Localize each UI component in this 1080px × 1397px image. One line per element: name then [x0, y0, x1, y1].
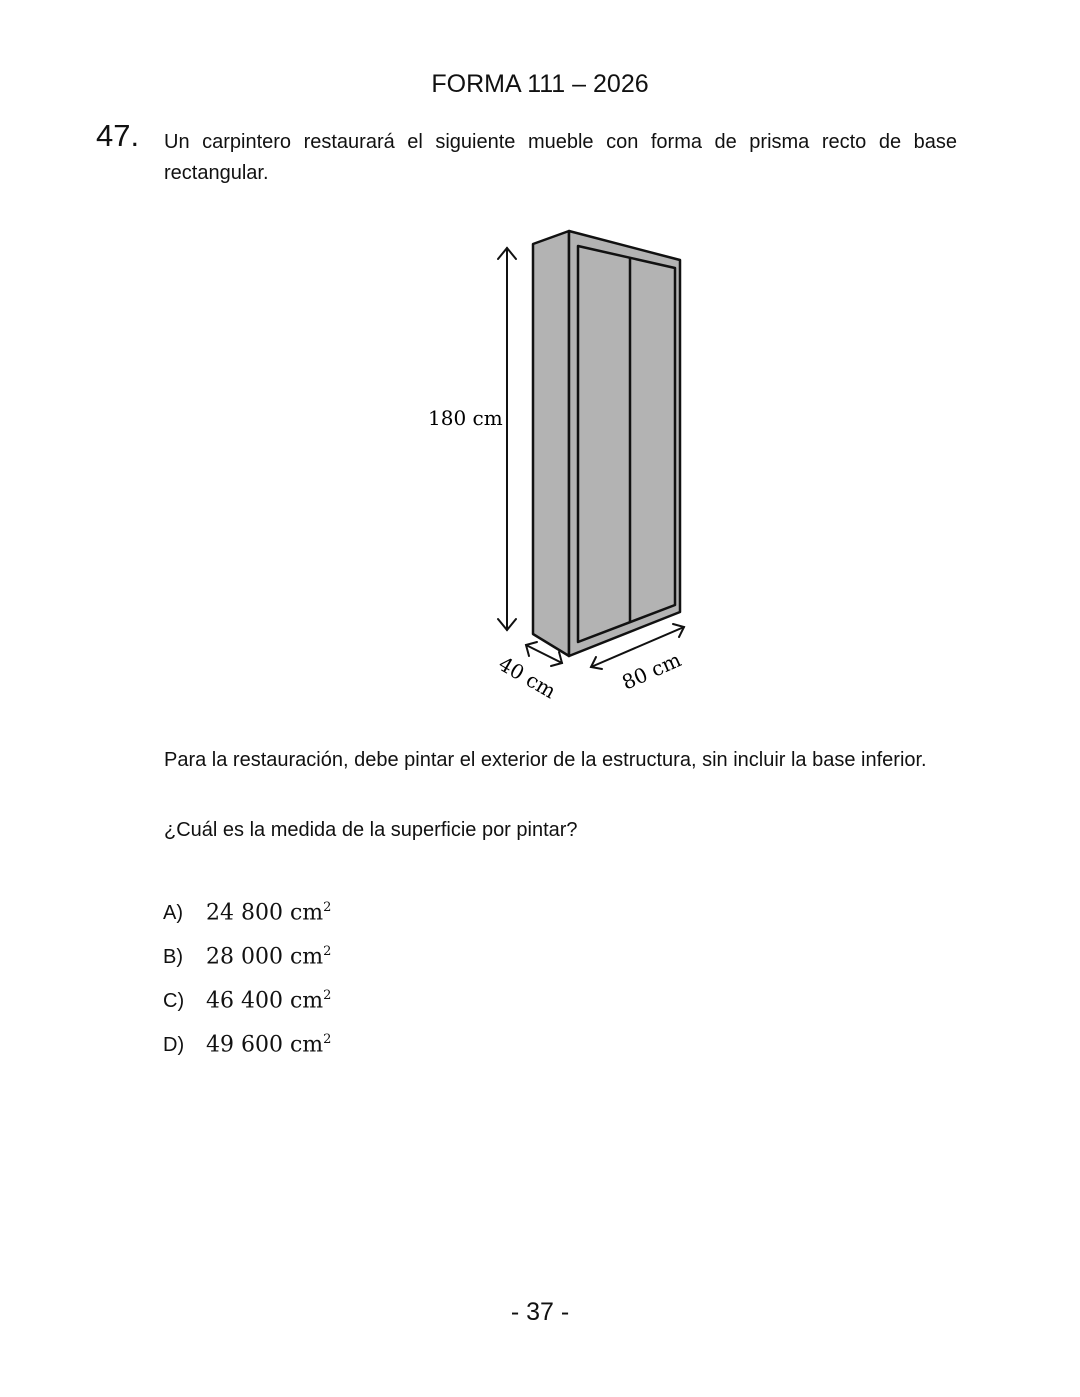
width-label: 80 cm — [618, 647, 685, 695]
question-prompt: ¿Cuál es la medida de la superficie por pintar? — [164, 819, 578, 841]
page-header: FORMA 111 – 2026 — [431, 70, 649, 98]
page-number: - 37 - — [510, 1298, 570, 1326]
side-face — [533, 231, 569, 656]
question-stem: Un carpintero restaurará el siguiente mueble con forma de prisma recto de base rectangular. — [164, 131, 957, 184]
option-c[interactable]: C) 46 400 $cm^2$ — [163, 988, 332, 1014]
option-b[interactable]: B) 28 000 $cm^2$ — [163, 944, 332, 970]
option-d[interactable]: D) 49 600 $cm^2$ — [163, 1032, 332, 1058]
door-frame — [578, 246, 675, 642]
depth-label: 40 cm — [494, 651, 561, 704]
option-a[interactable]: A) 24 800 $cm^2$ — [163, 900, 332, 926]
height-label: 180 cm — [428, 406, 503, 430]
question-number: 47. — [96, 118, 140, 153]
question-context: Para la restauración, debe pintar el exterior de la estructura, sin incluir la base inferior. — [164, 749, 927, 771]
